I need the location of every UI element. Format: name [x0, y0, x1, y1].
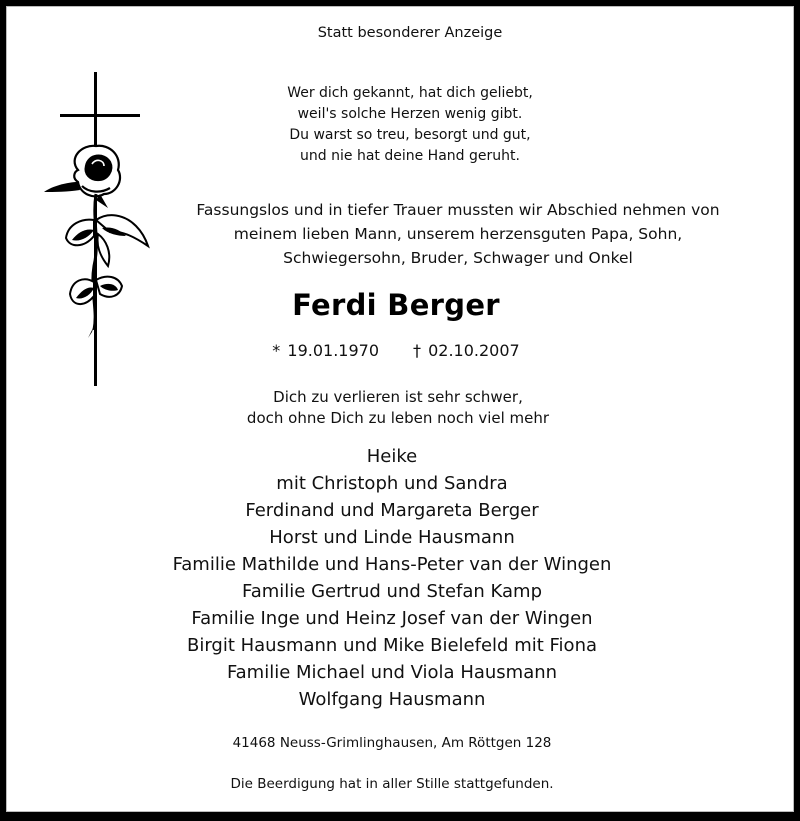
- mourner-line: Familie Gertrud und Stefan Kamp: [242, 581, 542, 602]
- intro-line: Schwiegersohn, Bruder, Schwager und Onkel: [283, 249, 633, 267]
- poem-line: und nie hat deine Hand geruht.: [300, 148, 520, 164]
- life-dates: [0, 341, 796, 360]
- mourner-line: Familie Inge und Heinz Josef van der Wingen: [191, 608, 593, 629]
- intro-line: Fassungslos und in tiefer Trauer mussten wir Abschied nehmen von: [196, 201, 720, 219]
- mourner-line: mit Christoph und Sandra: [276, 473, 508, 494]
- poem-line: Wer dich gekannt, hat dich geliebt,: [287, 85, 533, 101]
- quote-line: Dich zu verlieren ist sehr schwer,: [273, 388, 523, 406]
- mourner-line: Birgit Hausmann und Mike Bielefeld mit Fiona: [186, 635, 598, 656]
- poem-line: Du warst so treu, besorgt und gut,: [289, 127, 531, 143]
- notice-header: Statt besonderer Anzeige: [317, 25, 503, 41]
- mourner-line: Familie Michael und Viola Hausmann: [226, 662, 558, 683]
- death-date: † 02.10.2007: [413, 341, 520, 360]
- birth-date: * 19.01.1970: [272, 341, 379, 360]
- mourner-line: Wolfgang Hausmann: [298, 689, 486, 710]
- mourner-line: Heike: [366, 446, 418, 467]
- mourner-line: Familie Mathilde und Hans-Peter van der Wingen: [172, 554, 612, 575]
- address: 41468 Neuss-Grimlinghausen, Am Röttgen 128: [232, 735, 552, 751]
- intro-line: meinem lieben Mann, unserem herzensguten Papa, Sohn,: [233, 225, 683, 243]
- funeral-note: Die Beerdigung hat in aller Stille stattgefunden.: [230, 776, 554, 792]
- mourner-line: Ferdinand und Margareta Berger: [245, 500, 539, 521]
- deceased-name: Ferdi Berger: [292, 288, 500, 322]
- quote-line: doch ohne Dich zu leben noch viel mehr: [246, 409, 550, 427]
- mourner-line: Horst und Linde Hausmann: [269, 527, 515, 548]
- poem-line: weil's solche Herzen wenig gibt.: [297, 106, 523, 122]
